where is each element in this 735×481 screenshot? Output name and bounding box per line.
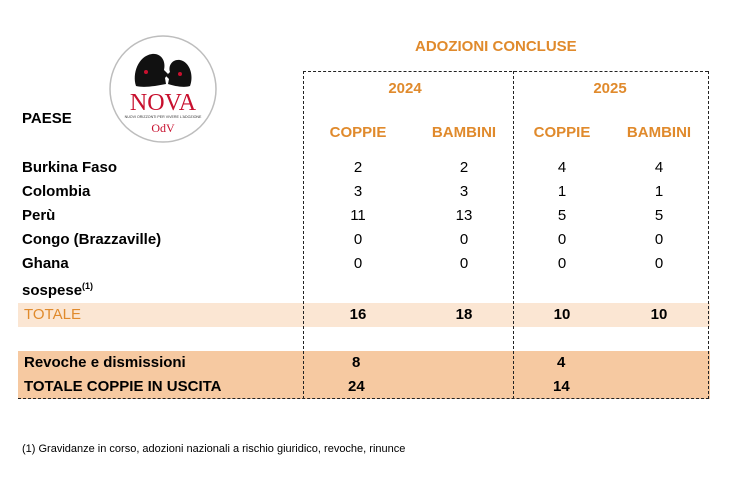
col-header-coppie-2024: COPPIE	[329, 124, 387, 141]
col-header-coppie-2025: COPPIE	[533, 124, 591, 141]
row-country-ghana: Ghana	[22, 255, 69, 272]
cell: 0	[353, 231, 363, 248]
logo-seal-icon	[108, 34, 218, 144]
footnote: (1) Gravidanze in corso, adozioni nazionali a rischio giuridico, revoche, rinunce	[22, 443, 406, 455]
cell: 3	[353, 183, 363, 200]
cell: 11	[350, 207, 366, 224]
revoche-2024: 8	[352, 354, 361, 371]
totale-uscita-label: TOTALE COPPIE IN USCITA	[24, 378, 222, 395]
logo-tagline: NUOVI ORIZZONTI PER VIVERE L'ADOZIONE	[124, 115, 202, 119]
cell: 13	[455, 207, 473, 224]
totale-uscita-2025: 14	[553, 378, 570, 395]
cell: 5	[654, 207, 664, 224]
sospese-label: sospese	[22, 282, 83, 299]
cell: 0	[654, 255, 664, 272]
totale-cell: 10	[650, 306, 668, 323]
footnote-marker: (1)	[82, 281, 94, 291]
section-title: ADOZIONI CONCLUSE	[415, 38, 577, 55]
cell: 2	[353, 159, 363, 176]
row-country-peru: Perù	[22, 207, 56, 224]
cell: 3	[459, 183, 469, 200]
cell: 1	[654, 183, 664, 200]
year-2024-header: 2024	[388, 80, 422, 97]
table-bottom-border	[18, 398, 709, 399]
table-top-border	[303, 71, 708, 72]
year-2025-header: 2025	[593, 80, 627, 97]
cell: 4	[557, 159, 567, 176]
totale-uscita-2024: 24	[348, 378, 365, 395]
table-left-border	[303, 71, 304, 399]
cell: 0	[459, 255, 469, 272]
revoche-2025: 4	[557, 354, 566, 371]
cell: 0	[459, 231, 469, 248]
cell: 0	[353, 255, 363, 272]
country-column-label: PAESE	[22, 110, 72, 127]
row-country-burkina-faso: Burkina Faso	[22, 159, 118, 176]
cell: 0	[654, 231, 664, 248]
totale-cell: 18	[455, 306, 473, 323]
revoche-label: Revoche e dismissioni	[24, 354, 186, 371]
row-country-congo: Congo (Brazzaville)	[22, 231, 162, 248]
year-divider	[513, 71, 514, 399]
row-sospese	[22, 281, 93, 299]
logo-suffix: OdV	[151, 121, 175, 135]
cell: 1	[557, 183, 567, 200]
cell: 4	[654, 159, 664, 176]
table-right-border	[708, 71, 709, 399]
totale-cell: 10	[553, 306, 571, 323]
col-header-bambini-2024: BAMBINI	[431, 124, 497, 141]
nova-logo	[108, 34, 218, 144]
totale-cell: 16	[349, 306, 367, 323]
totale-label: TOTALE	[24, 306, 81, 323]
row-country-colombia: Colombia	[22, 183, 91, 200]
col-header-bambini-2025: BAMBINI	[626, 124, 692, 141]
cell: 5	[557, 207, 567, 224]
logo-brand: NOVA	[129, 90, 197, 116]
cell: 0	[557, 231, 567, 248]
cell: 0	[557, 255, 567, 272]
cell: 2	[459, 159, 469, 176]
